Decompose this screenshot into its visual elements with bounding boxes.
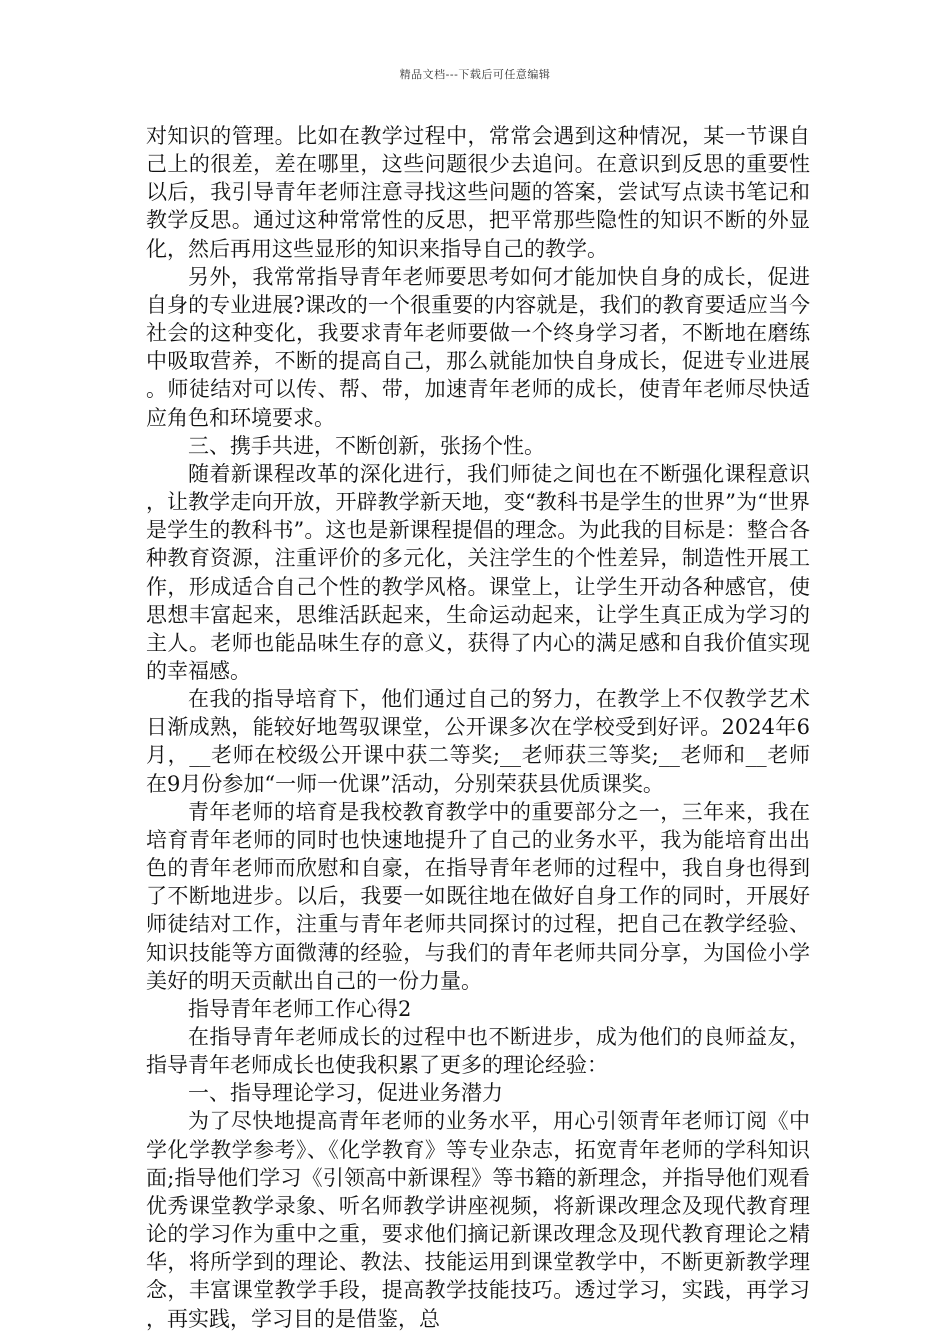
paragraph: 为了尽快地提高青年老师的业务水平，用心引领青年老师订阅《中学化学教学参考》、《化学教育》等专业杂志，拓宽青年老师的学科知识面;指导他们学习《引领高中新课程》等书籍的新理念，并指导他们观看优秀课堂教学录象、听名师教学讲座视频，将新课改理念及现代教育理论的学习作为重中之重，要求他们摘记新课改理念及现代教育理论之精华，将所学到的理论、教法、技能运用到课堂教学中，不断更新教学理念，丰富课堂教学手段，提高教学技能技巧。透过学习，实践，再学习，再实践，学习目的是借鉴，总	[146, 1109, 810, 1331]
page-header: 精品文档---下载后可任意编辑	[399, 68, 551, 81]
paragraph: 在指导青年老师成长的过程中也不断进步，成为他们的良师益友，指导青年老师成长也使我积累了更多的理论经验：	[146, 1025, 810, 1078]
paragraph: 一、指导理论学习，促进业务潜力	[188, 1081, 503, 1106]
paragraph: 对知识的管理。比如在教学过程中，常常会遇到这种情况，某一节课自己上的很差，差在哪里，这些问题很少去追问。在意识到反思的重要性以后，我引导青年老师注意寻找这些问题的答案，尝试写点读书笔记和教学反思。通过这种常常性的反思，把平常那些隐性的知识不断的外显化，然后再用这些显形的知识来指导自己的教学。	[146, 124, 810, 261]
paragraph: 另外，我常常指导青年老师要思考如何才能加快自身的成长，促进自身的专业进展?课改的一个很重要的内容就是，我们的教育要适应当今社会的这种变化，我要求青年老师要做一个终身学习者，不断地在磨练中吸取营养，不断的提高自己，那么就能加快自身成长，促进专业进展。师徒结对可以传、帮、带，加速青年老师的成长，使青年老师尽快适应角色和环境要求。	[146, 264, 810, 430]
document-body	[146, 122, 810, 1333]
paragraph: 随着新课程改革的深化进行，我们师徒之间也在不断强化课程意识，让教学走向开放，开辟教学新天地，变“教科书是学生的世界”为“世界是学生的教科书”。这也是新课程提倡的理念。为此我的目标是：整合各种教育资源，注重评价的多元化，关注学生的个性差异，制造性开展工作，形成适合自己个性的教学风格。课堂上，让学生开动各种感官，使思想丰富起来，思维活跃起来，生命运动起来，让学生真正成为学习的主人。老师也能品味生存的意义，获得了内心的满足感和自我价值实现的幸福感。	[146, 461, 810, 683]
paragraph: 青年老师的培育是我校教育教学中的重要部分之一，三年来，我在培育青年老师的同时也快速地提升了自己的业务水平，我为能培育出出色的青年老师而欣慰和自豪，在指导青年老师的过程中，我自身也得到了不断地进步。以后，我要一如既往地在做好自身工作的同时，开展好师徒结对工作，注重与青年老师共同探讨的过程，把自己在教学经验、知识技能等方面微薄的经验，与我们的青年老师共同分享，为国俭小学美好的明天贡献出自己的一份力量。	[146, 799, 810, 993]
paragraph: 在我的指导培育下，他们通过自己的努力，在教学上不仅教学艺术日渐成熟，能较好地驾驭课堂，公开课多次在学校受到好评。2024年6月，__老师在校级公开课中获二等奖;__老师获三等奖;__老师和__老师在9月份参加“一师一优课”活动，分别荣获县优质课奖。	[146, 687, 810, 796]
paragraph: 指导青年老师工作心得2	[188, 996, 412, 1021]
paragraph: 三、携手共进，不断创新，张扬个性。	[188, 433, 545, 458]
